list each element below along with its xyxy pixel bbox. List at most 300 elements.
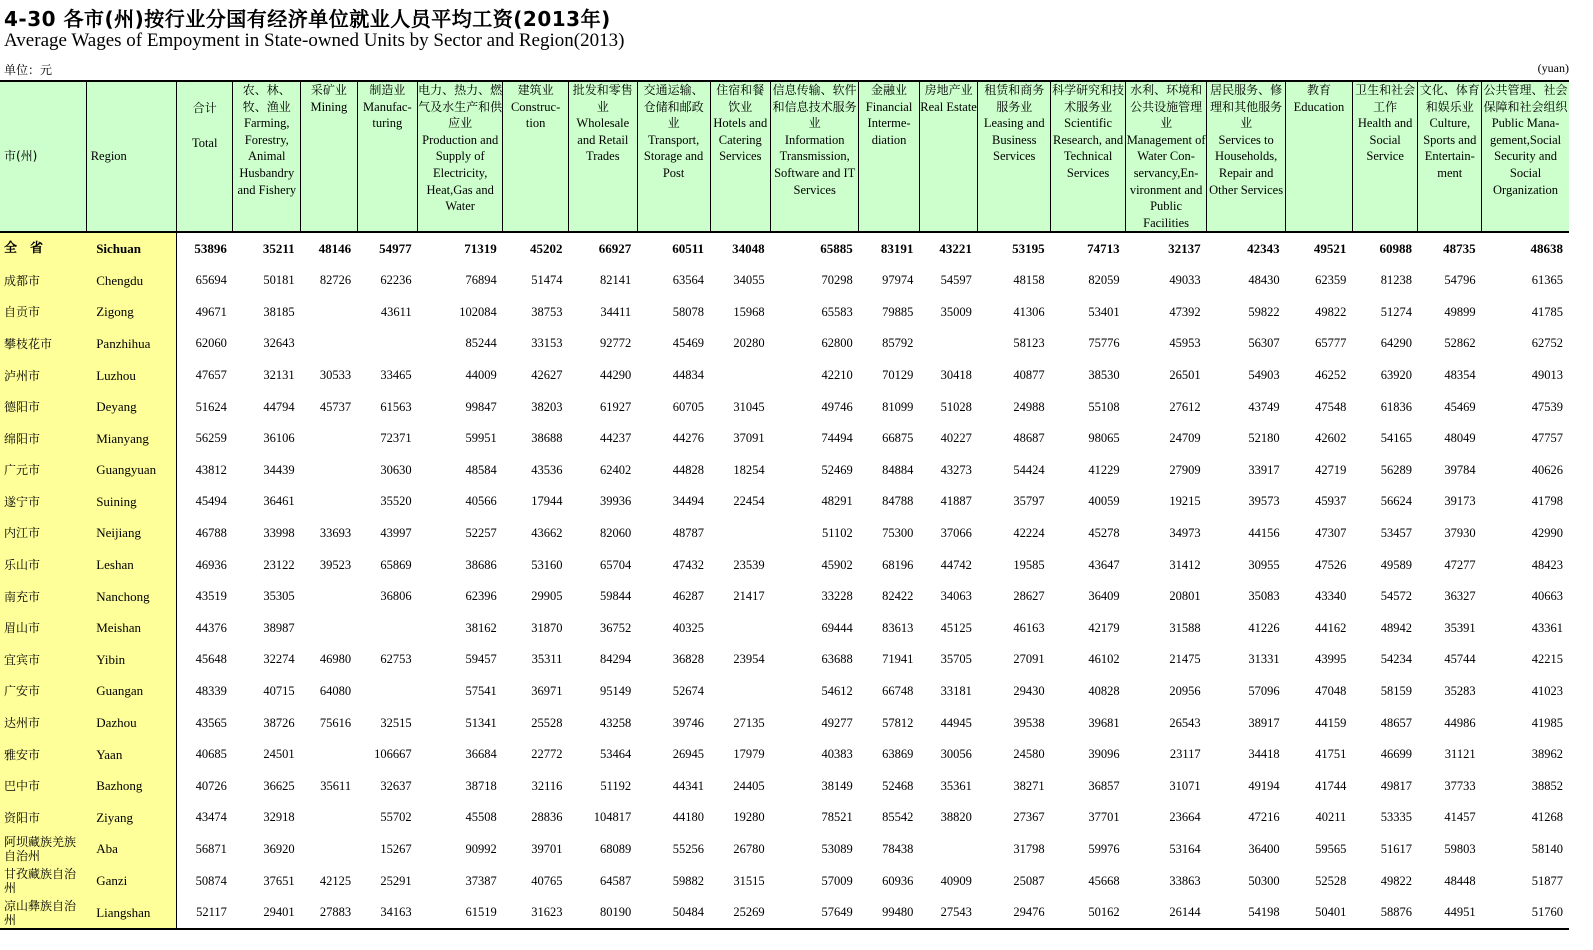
wage-cell: 22454 bbox=[733, 494, 765, 509]
wage-cell: 61927 bbox=[599, 399, 632, 414]
wage-cell: 31515 bbox=[733, 873, 765, 888]
wage-cell: 85792 bbox=[882, 336, 914, 351]
wage-cell: 102084 bbox=[459, 304, 497, 319]
wage-cell: 42343 bbox=[1247, 241, 1280, 257]
wage-cell: 62800 bbox=[821, 336, 853, 351]
city-name-cn: 成都市 bbox=[0, 265, 86, 297]
wage-cell: 40765 bbox=[531, 873, 563, 888]
wage-cell: 82059 bbox=[1088, 273, 1120, 288]
wage-cell: 47757 bbox=[1531, 431, 1563, 446]
wage-cell: 52468 bbox=[882, 778, 914, 793]
wage-cell: 53464 bbox=[599, 747, 632, 762]
wage-cell: 51192 bbox=[600, 778, 632, 793]
wage-cell: 72371 bbox=[380, 431, 412, 446]
header-col-14 bbox=[1126, 81, 1207, 232]
wage-cell: 39746 bbox=[672, 715, 705, 730]
city-name-cn: 眉山市 bbox=[0, 612, 86, 644]
wage-cell: 54796 bbox=[1444, 273, 1476, 288]
wage-cell: 44237 bbox=[599, 431, 632, 446]
header-col-cn: 卫生和社会工作 bbox=[1355, 83, 1416, 114]
wage-cell: 38917 bbox=[1248, 715, 1280, 730]
wage-cell: 53160 bbox=[531, 557, 563, 572]
wage-cell: 33863 bbox=[1169, 873, 1201, 888]
wage-cell: 76894 bbox=[465, 273, 497, 288]
table-row bbox=[0, 518, 1569, 550]
wage-cell: 42179 bbox=[1088, 620, 1120, 635]
wage-cell: 34494 bbox=[672, 494, 705, 509]
wage-cell: 45494 bbox=[176, 486, 232, 518]
wage-cell: 49013 bbox=[1531, 368, 1563, 383]
wage-cell: 15968 bbox=[733, 304, 765, 319]
wage-cell: 61365 bbox=[1531, 273, 1563, 288]
region-name-en: Deyang bbox=[86, 391, 176, 423]
table-row bbox=[0, 328, 1569, 360]
wage-cell: 62060 bbox=[176, 328, 232, 360]
wage-cell: 55702 bbox=[380, 810, 412, 825]
wage-cell: 45744 bbox=[1444, 652, 1476, 667]
region-name-en: Dazhou bbox=[86, 707, 176, 739]
region-name-en: Yaan bbox=[86, 739, 176, 771]
wage-cell: 38162 bbox=[465, 620, 497, 635]
wage-cell: 49589 bbox=[1380, 557, 1412, 572]
wage-cell: 45278 bbox=[1088, 525, 1120, 540]
city-name-cn: 攀枝花市 bbox=[0, 328, 86, 360]
wage-cell: 84294 bbox=[599, 652, 632, 667]
wage-cell: 54597 bbox=[940, 273, 972, 288]
header-col-en: Financial Interme-diation bbox=[865, 99, 913, 147]
wage-cell: 46163 bbox=[1013, 620, 1045, 635]
region-name-en: Guangan bbox=[86, 676, 176, 708]
wage-cell: 75616 bbox=[319, 715, 352, 730]
wage-cell: 38185 bbox=[263, 304, 295, 319]
wage-cell: 44290 bbox=[599, 368, 632, 383]
wage-cell: 99847 bbox=[465, 399, 497, 414]
region-name-en: Mianyang bbox=[86, 423, 176, 455]
wage-cell: 47657 bbox=[176, 360, 232, 392]
wage-cell: 42627 bbox=[531, 368, 563, 383]
table-row bbox=[0, 644, 1569, 676]
wage-cell: 57541 bbox=[465, 683, 497, 698]
wage-cell: 45737 bbox=[319, 399, 352, 414]
wage-cell: 24501 bbox=[263, 747, 295, 762]
table-row bbox=[0, 834, 1569, 866]
wage-cell: 46788 bbox=[176, 518, 232, 550]
wage-cell: 31870 bbox=[531, 620, 563, 635]
header-col-2 bbox=[301, 81, 357, 232]
wage-cell: 32515 bbox=[380, 715, 412, 730]
wage-cell: 41457 bbox=[1444, 810, 1476, 825]
wage-cell bbox=[710, 360, 771, 392]
wage-cell: 30630 bbox=[380, 462, 412, 477]
wage-cell: 24580 bbox=[1013, 747, 1045, 762]
wage-cell: 23117 bbox=[1169, 747, 1201, 762]
wage-cell: 90992 bbox=[465, 841, 497, 856]
wage-cell: 56259 bbox=[176, 423, 232, 455]
wage-cell: 65777 bbox=[1315, 336, 1347, 351]
wage-cell: 33917 bbox=[1248, 462, 1280, 477]
wage-cell: 51028 bbox=[940, 399, 972, 414]
wage-cell: 84884 bbox=[882, 462, 914, 477]
wage-cell: 30056 bbox=[940, 747, 972, 762]
wage-cell: 50874 bbox=[176, 865, 232, 897]
wage-cell bbox=[710, 676, 771, 708]
header-col-en: Real Estate bbox=[920, 99, 977, 114]
wage-cell: 47048 bbox=[1315, 683, 1347, 698]
wage-cell: 25087 bbox=[1013, 873, 1045, 888]
wage-cell: 54165 bbox=[1380, 431, 1412, 446]
wage-cell: 27883 bbox=[301, 897, 357, 930]
wage-cell: 58078 bbox=[672, 304, 705, 319]
wage-cell: 43647 bbox=[1088, 557, 1120, 572]
region-name-en: Panzhihua bbox=[86, 328, 176, 360]
wage-cell: 18254 bbox=[733, 462, 765, 477]
region-name-en: Sichuan bbox=[86, 232, 176, 265]
wage-cell: 44156 bbox=[1248, 525, 1280, 540]
wage-cell: 34973 bbox=[1169, 525, 1201, 540]
wage-cell: 37733 bbox=[1444, 778, 1476, 793]
table-body bbox=[0, 232, 1569, 929]
header-col-15 bbox=[1207, 81, 1286, 232]
header-col-en: Mining bbox=[310, 99, 348, 114]
wage-cell: 81238 bbox=[1380, 273, 1412, 288]
wage-cell bbox=[301, 612, 357, 644]
wage-cell: 49033 bbox=[1169, 273, 1201, 288]
wage-cell: 47432 bbox=[672, 557, 705, 572]
header-col-cn: 公共管理、社会保障和社会组织 bbox=[1483, 83, 1568, 114]
wage-cell: 36409 bbox=[1088, 589, 1120, 604]
wage-cell: 60988 bbox=[1379, 241, 1412, 257]
city-name-cn: 自贡市 bbox=[0, 297, 86, 329]
wage-cell: 39538 bbox=[1013, 715, 1045, 730]
wage-cell: 60705 bbox=[672, 399, 705, 414]
wage-cell: 43221 bbox=[939, 241, 972, 257]
wage-cell: 41887 bbox=[940, 494, 972, 509]
wage-cell: 57009 bbox=[821, 873, 853, 888]
wage-cell: 42125 bbox=[319, 873, 352, 888]
wage-cell: 54234 bbox=[1380, 652, 1412, 667]
wage-cell: 37091 bbox=[733, 431, 765, 446]
wage-cell: 38820 bbox=[940, 810, 972, 825]
wage-cell: 41785 bbox=[1531, 304, 1563, 319]
wage-cell: 52117 bbox=[176, 897, 232, 930]
wage-cell: 28627 bbox=[1013, 589, 1045, 604]
wage-cell: 25269 bbox=[710, 897, 771, 930]
wage-cell: 35305 bbox=[263, 589, 295, 604]
region-name-en: Chengdu bbox=[86, 265, 176, 297]
wage-cell: 39573 bbox=[1248, 494, 1280, 509]
wage-cell: 40877 bbox=[1013, 368, 1045, 383]
wage-cell: 61836 bbox=[1380, 399, 1412, 414]
wage-cell: 43536 bbox=[531, 462, 563, 477]
wage-cell: 79885 bbox=[882, 304, 914, 319]
table-row bbox=[0, 486, 1569, 518]
wage-cell bbox=[301, 423, 357, 455]
wage-cell: 56624 bbox=[1380, 494, 1412, 509]
wage-cell: 33181 bbox=[940, 683, 972, 698]
wage-cell: 38203 bbox=[531, 399, 563, 414]
wage-cell: 20801 bbox=[1169, 589, 1201, 604]
wage-cell: 30418 bbox=[940, 368, 972, 383]
wage-cell: 37651 bbox=[263, 873, 295, 888]
table-row bbox=[0, 676, 1569, 708]
header-col-17 bbox=[1352, 81, 1418, 232]
wage-cell: 51760 bbox=[1482, 897, 1569, 930]
wage-cell: 62359 bbox=[1315, 273, 1347, 288]
wage-cell: 30955 bbox=[1248, 557, 1280, 572]
wage-cell: 21475 bbox=[1169, 652, 1201, 667]
wage-cell: 27909 bbox=[1169, 462, 1201, 477]
wage-cell: 29401 bbox=[233, 897, 301, 930]
wage-cell bbox=[710, 518, 771, 550]
region-name-en: Leshan bbox=[86, 549, 176, 581]
wage-cell: 38530 bbox=[1088, 368, 1120, 383]
wage-cell: 19585 bbox=[1013, 557, 1045, 572]
wage-cell: 59822 bbox=[1248, 304, 1280, 319]
wage-cell: 35797 bbox=[1013, 494, 1045, 509]
wage-cell: 55108 bbox=[1088, 399, 1120, 414]
wage-cell: 47277 bbox=[1444, 557, 1476, 572]
wage-cell: 17979 bbox=[733, 747, 765, 762]
header-col-5 bbox=[503, 81, 569, 232]
wage-cell: 23664 bbox=[1169, 810, 1201, 825]
city-name-cn: 乐山市 bbox=[0, 549, 86, 581]
wage-cell: 50181 bbox=[263, 273, 295, 288]
wage-cell: 34163 bbox=[357, 897, 418, 930]
wage-cell: 36857 bbox=[1088, 778, 1120, 793]
header-col-en: Information Transmission, Software and IT Services bbox=[774, 132, 856, 197]
wage-cell: 36920 bbox=[263, 841, 295, 856]
table-row bbox=[0, 232, 1569, 265]
wage-cell: 64587 bbox=[599, 873, 632, 888]
wage-cell: 45953 bbox=[1169, 336, 1201, 351]
region-name-en: Ziyang bbox=[86, 802, 176, 834]
wage-cell: 36327 bbox=[1444, 589, 1476, 604]
wage-cell: 36752 bbox=[599, 620, 632, 635]
wage-cell: 65704 bbox=[599, 557, 632, 572]
wage-cell: 57812 bbox=[882, 715, 914, 730]
wage-cell: 48638 bbox=[1530, 241, 1563, 257]
wage-cell: 43995 bbox=[1315, 652, 1347, 667]
wage-cell: 62753 bbox=[380, 652, 412, 667]
wage-cell: 44834 bbox=[672, 368, 705, 383]
wage-cell: 24709 bbox=[1169, 431, 1201, 446]
wage-cell: 35391 bbox=[1444, 620, 1476, 635]
wage-cell: 49277 bbox=[821, 715, 853, 730]
header-region: Region bbox=[86, 81, 176, 232]
wage-cell: 28836 bbox=[531, 810, 563, 825]
wage-cell: 43611 bbox=[380, 304, 412, 319]
region-name-en: Aba bbox=[86, 834, 176, 866]
city-name-cn: 雅安市 bbox=[0, 739, 86, 771]
wage-cell: 52674 bbox=[672, 683, 705, 698]
city-name-cn: 广安市 bbox=[0, 676, 86, 708]
city-name-cn: 遂宁市 bbox=[0, 486, 86, 518]
wage-cell: 40685 bbox=[176, 739, 232, 771]
wage-cell: 48584 bbox=[465, 462, 497, 477]
city-name-cn: 全 省 bbox=[0, 232, 86, 265]
wage-cell: 82060 bbox=[599, 525, 632, 540]
header-col-cn: 信息传输、软件和信息技术服务业 bbox=[772, 83, 857, 131]
region-name-en: Meishan bbox=[86, 612, 176, 644]
wage-cell: 48158 bbox=[1013, 273, 1045, 288]
wage-cell: 34055 bbox=[733, 273, 765, 288]
header-col-en: Hotels and Catering Services bbox=[713, 116, 768, 164]
wage-cell: 26780 bbox=[733, 841, 765, 856]
header-col-18 bbox=[1418, 81, 1482, 232]
wage-cell: 43662 bbox=[531, 525, 563, 540]
wage-cell: 54977 bbox=[379, 241, 412, 257]
table-row bbox=[0, 739, 1569, 771]
wage-cell: 65869 bbox=[380, 557, 412, 572]
wage-cell: 47307 bbox=[1315, 525, 1347, 540]
wage-cell: 44951 bbox=[1418, 897, 1482, 930]
wage-cell: 44159 bbox=[1315, 715, 1347, 730]
wage-cell: 66748 bbox=[882, 683, 914, 698]
wage-cell: 58123 bbox=[1013, 336, 1045, 351]
wage-cell: 44180 bbox=[672, 810, 705, 825]
header-col-7 bbox=[637, 81, 710, 232]
wage-cell: 39784 bbox=[1444, 462, 1476, 477]
wage-cell: 40715 bbox=[263, 683, 295, 698]
wage-cell: 39523 bbox=[319, 557, 352, 572]
city-name-cn: 凉山彝族自治州 bbox=[0, 897, 86, 930]
wage-cell: 38852 bbox=[1531, 778, 1563, 793]
wage-cell: 24405 bbox=[733, 778, 765, 793]
wage-cell: 34418 bbox=[1248, 747, 1280, 762]
header-col-12 bbox=[978, 81, 1051, 232]
wage-cell: 97974 bbox=[882, 273, 914, 288]
wage-cell: 52862 bbox=[1444, 336, 1476, 351]
wage-cell: 27367 bbox=[1013, 810, 1045, 825]
wage-cell: 37930 bbox=[1444, 525, 1476, 540]
wage-cell: 68089 bbox=[599, 841, 632, 856]
wage-cell: 70298 bbox=[821, 273, 853, 288]
wage-cell: 36625 bbox=[263, 778, 295, 793]
table-row bbox=[0, 770, 1569, 802]
wage-cell: 36971 bbox=[531, 683, 563, 698]
header-col-en: Services to Households, Repair and Other Services bbox=[1209, 132, 1284, 197]
city-name-cn: 阿坝藏族羌族自治州 bbox=[0, 834, 86, 866]
wage-cell: 31588 bbox=[1169, 620, 1201, 635]
wage-cell bbox=[301, 581, 357, 613]
wage-cell: 45937 bbox=[1315, 494, 1347, 509]
wage-cell: 40059 bbox=[1088, 494, 1120, 509]
wage-cell: 63869 bbox=[882, 747, 914, 762]
wage-cell: 39173 bbox=[1444, 494, 1476, 509]
wage-cell: 39096 bbox=[1088, 747, 1120, 762]
wage-cell: 49899 bbox=[1444, 304, 1476, 319]
table-header-row bbox=[0, 81, 1569, 232]
header-col-en: Wholesale and Retail Trades bbox=[576, 116, 630, 164]
wage-cell bbox=[301, 297, 357, 329]
wage-cell: 38686 bbox=[465, 557, 497, 572]
wage-cell: 31121 bbox=[1444, 747, 1476, 762]
header-col-en: Public Mana-gement,Social Security and Social Organization bbox=[1489, 116, 1562, 197]
wage-cell: 43565 bbox=[176, 707, 232, 739]
wage-cell: 47216 bbox=[1248, 810, 1280, 825]
wage-cell: 83613 bbox=[882, 620, 914, 635]
wage-cell: 40626 bbox=[1531, 462, 1563, 477]
wage-cell bbox=[919, 834, 977, 866]
wage-cell: 48354 bbox=[1444, 368, 1476, 383]
wage-cell: 58876 bbox=[1352, 897, 1418, 930]
wage-cell: 46287 bbox=[672, 589, 705, 604]
wage-cell: 27543 bbox=[919, 897, 977, 930]
header-col-cn: 房地产业 bbox=[924, 83, 973, 97]
wage-cell: 106667 bbox=[374, 747, 412, 762]
wage-cell: 43997 bbox=[380, 525, 412, 540]
header-col-4 bbox=[418, 81, 503, 232]
wage-cell: 61519 bbox=[418, 897, 503, 930]
wage-cell: 48942 bbox=[1380, 620, 1412, 635]
city-name-cn: 广元市 bbox=[0, 455, 86, 487]
table-row bbox=[0, 549, 1569, 581]
table-row bbox=[0, 391, 1569, 423]
wage-cell: 37066 bbox=[940, 525, 972, 540]
wage-cell: 36106 bbox=[263, 431, 295, 446]
wage-cell: 45469 bbox=[672, 336, 705, 351]
wage-cell: 51474 bbox=[531, 273, 563, 288]
wage-cell: 50484 bbox=[637, 897, 710, 930]
header-col-cn: 水利、环境和公共设施管理业 bbox=[1130, 83, 1203, 131]
wage-cell: 50300 bbox=[1248, 873, 1280, 888]
wage-cell: 61563 bbox=[380, 399, 412, 414]
wage-cell: 66875 bbox=[882, 431, 914, 446]
header-col-cn: 金融业 bbox=[871, 83, 908, 97]
wage-cell: 54572 bbox=[1380, 589, 1412, 604]
wage-cell: 74494 bbox=[821, 431, 853, 446]
wage-cell: 49822 bbox=[1380, 873, 1412, 888]
city-name-cn: 达州市 bbox=[0, 707, 86, 739]
city-name-cn: 绵阳市 bbox=[0, 423, 86, 455]
wage-cell: 57096 bbox=[1248, 683, 1280, 698]
wage-cell: 26144 bbox=[1126, 897, 1207, 930]
header-col-en: Education bbox=[1293, 99, 1345, 114]
wage-cell: 47526 bbox=[1315, 557, 1347, 572]
wage-cell: 17944 bbox=[531, 494, 563, 509]
wage-cell: 70129 bbox=[882, 368, 914, 383]
table-row bbox=[0, 455, 1569, 487]
header-col-en: Construc-tion bbox=[510, 99, 561, 131]
wage-cell: 33693 bbox=[319, 525, 352, 540]
wage-cell: 27612 bbox=[1169, 399, 1201, 414]
header-col-13 bbox=[1051, 81, 1126, 232]
table-row bbox=[0, 265, 1569, 297]
wage-cell: 53195 bbox=[1012, 241, 1045, 257]
wage-cell: 45508 bbox=[465, 810, 497, 825]
wage-cell: 21417 bbox=[733, 589, 765, 604]
wage-cell: 38753 bbox=[531, 304, 563, 319]
page-title-en: Average Wages of Empoyment in State-owned Units by Sector and Region(2013) bbox=[4, 30, 625, 51]
header-city: 市(州) bbox=[0, 81, 86, 232]
wage-cell: 31623 bbox=[503, 897, 569, 930]
wage-cell: 36461 bbox=[263, 494, 295, 509]
wage-cell: 31045 bbox=[733, 399, 765, 414]
wage-cell: 20956 bbox=[1169, 683, 1201, 698]
header-col-en: Transport, Storage and Post bbox=[643, 132, 704, 180]
wage-cell: 34439 bbox=[263, 462, 295, 477]
wage-cell: 84788 bbox=[882, 494, 914, 509]
wage-cell: 44009 bbox=[465, 368, 497, 383]
header-col-en: Management of Water Con-servancy,En-vironment and Public Facilities bbox=[1126, 132, 1206, 230]
wage-cell: 19280 bbox=[733, 810, 765, 825]
region-name-en: Ganzi bbox=[86, 865, 176, 897]
wage-cell: 82141 bbox=[599, 273, 632, 288]
unit-label-cn: 单位：元 bbox=[4, 63, 53, 77]
wage-cell: 23122 bbox=[263, 557, 295, 572]
wage-cell: 53896 bbox=[176, 232, 232, 265]
wage-cell: 45902 bbox=[821, 557, 853, 572]
